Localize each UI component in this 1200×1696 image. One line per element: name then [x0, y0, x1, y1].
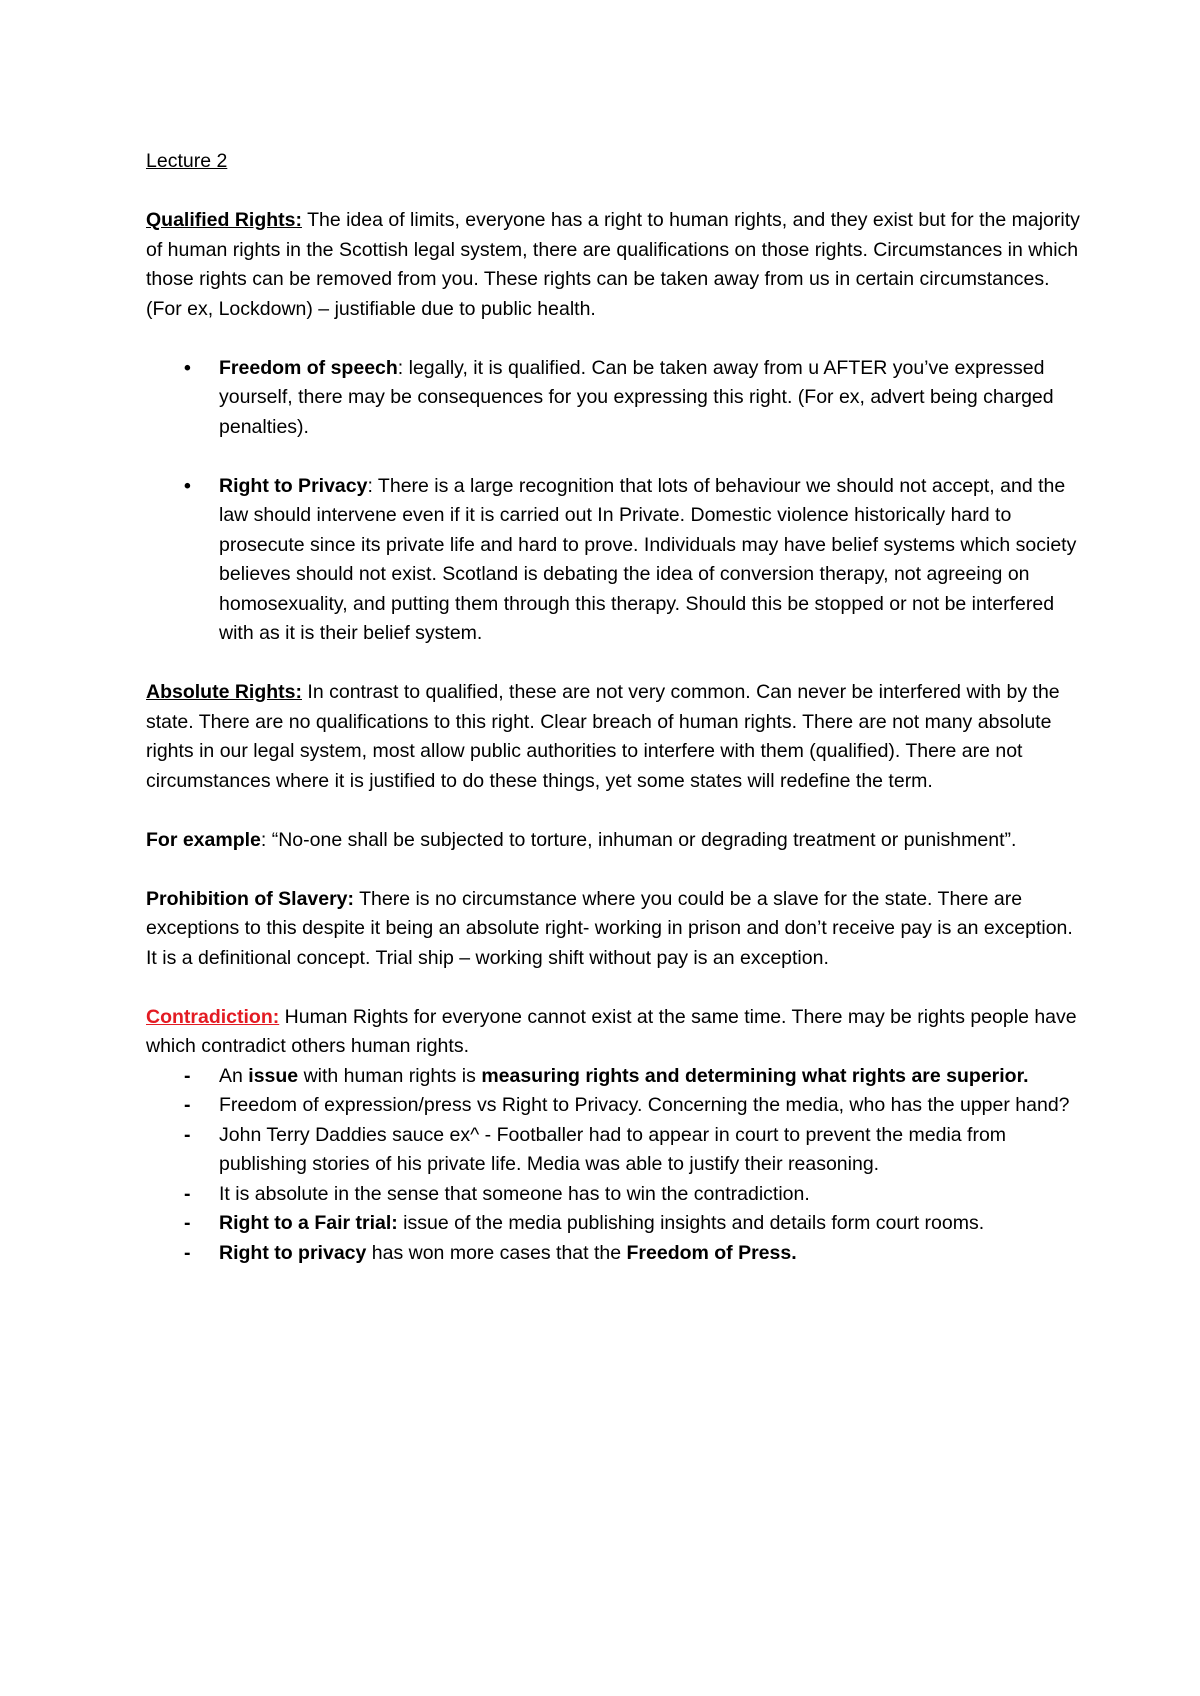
list-item — [146, 1062, 1080, 1092]
dash-text: John Terry Daddies sauce ex^ - Footballer had to appear in court to prevent the media from publishing stories of his private life. Media was able to justify their reasoning. — [219, 1123, 1007, 1175]
contradiction-heading: Contradiction: — [146, 1005, 280, 1028]
dash-text: An — [219, 1064, 249, 1087]
dash-text: Freedom of expression/press vs Right to Privacy. Concerning the media, who has the upper hand? — [219, 1094, 1070, 1116]
dash-bold-text: issue — [248, 1064, 299, 1087]
list-item — [146, 1180, 1080, 1210]
absolute-rights-heading: Absolute Rights: — [146, 681, 302, 703]
qualified-rights-paragraph — [146, 206, 1080, 324]
dash-icon: - — [184, 1212, 191, 1234]
contradiction-dash-list — [146, 1062, 1080, 1269]
list-item — [146, 472, 1080, 649]
dash-text: issue of the media publishing insights and details form court rooms. — [397, 1212, 985, 1234]
example-paragraph — [146, 826, 1080, 856]
absolute-rights-text: In contrast to qualified, these are not very common. Can never be interfered with by the state. There are no qualifications to this right. Clear breach of human rights. There are not many absolute rights in our legal system, most allow public authorities to interfere with them (qualified). There are not circumstances where it is justified to do these things, yet some states will redefine the term. — [146, 681, 1060, 792]
bullet-label: Freedom of speech — [219, 356, 398, 379]
qualified-rights-heading: Qualified Rights: — [146, 209, 302, 231]
list-item — [146, 1121, 1080, 1180]
dash-icon: - — [184, 1182, 191, 1205]
list-item — [146, 1239, 1080, 1269]
slavery-label: Prohibition of Slavery: — [146, 887, 355, 910]
bullet-text: : There is a large recognition that lots of behaviour we should not accept, and the law should intervene even if it is carried out In Private. Domestic violence historically hard to prosecute since its private life and hard to prove. Individuals may have belief systems which society believes should not exist. Scotland is debating the idea of conversion therapy, not agreeing on homosexuality, and putting them through this therapy. Should this be stopped or not be interfered with as it is their belief system. — [219, 474, 1077, 644]
slavery-text: There is no circumstance where you could be a slave for the state. There are exceptions to this despite it being an absolute right- working in prison and don’t receive pay is an exception. It is a definitional concept. Trial ship – working shift without pay is an exception. — [146, 887, 1073, 969]
dash-bold-text: Right to privacy — [219, 1241, 367, 1264]
bullet-icon: • — [184, 356, 191, 379]
page-title: Lecture 2 — [146, 150, 228, 172]
dash-text: with human rights is — [298, 1064, 482, 1087]
example-text: : “No-one shall be subjected to torture, inhuman or degrading treatment or punishment”. — [260, 828, 1017, 851]
dash-bold-text: Freedom of Press. — [626, 1241, 797, 1264]
bullet-text: : legally, it is qualified. Can be taken away from u AFTER you’ve expressed yourself, there may be consequences for you expressing this right. (For ex, advert being charged penalties). — [219, 356, 1054, 438]
dash-icon: - — [184, 1094, 191, 1116]
dash-bold-text: Right to a Fair trial: — [219, 1212, 398, 1234]
dash-icon: - — [184, 1123, 191, 1146]
absolute-rights-paragraph — [146, 678, 1080, 796]
qualified-rights-text: The idea of limits, everyone has a right to human rights, and they exist but for the majority of human rights in the Scottish legal system, there are qualifications on those rights. Circumstances in which those rights can be removed from you. These rights can be taken away from us in certain circumstances. (For ex, Lockdown) – justifiable due to public health. — [146, 209, 1080, 320]
dash-text: has won more cases that the — [366, 1241, 627, 1264]
dash-icon: - — [184, 1241, 191, 1264]
bullet-icon: • — [184, 474, 191, 497]
example-label: For example — [146, 828, 261, 851]
dash-text: It is absolute in the sense that someone has to win the contradiction. — [219, 1182, 810, 1205]
list-item — [146, 354, 1080, 443]
dash-icon: - — [184, 1064, 191, 1087]
rights-bullet-list — [146, 354, 1080, 649]
dash-bold-text: measuring rights and determining what rights are superior. — [481, 1064, 1029, 1087]
list-item — [146, 1091, 1080, 1121]
list-item — [146, 1209, 1080, 1239]
bullet-label: Right to Privacy — [219, 474, 368, 497]
contradiction-paragraph — [146, 1003, 1080, 1062]
contradiction-text: Human Rights for everyone cannot exist at the same time. There may be rights people have which contradict others human rights. — [146, 1005, 1077, 1057]
slavery-paragraph — [146, 885, 1080, 974]
